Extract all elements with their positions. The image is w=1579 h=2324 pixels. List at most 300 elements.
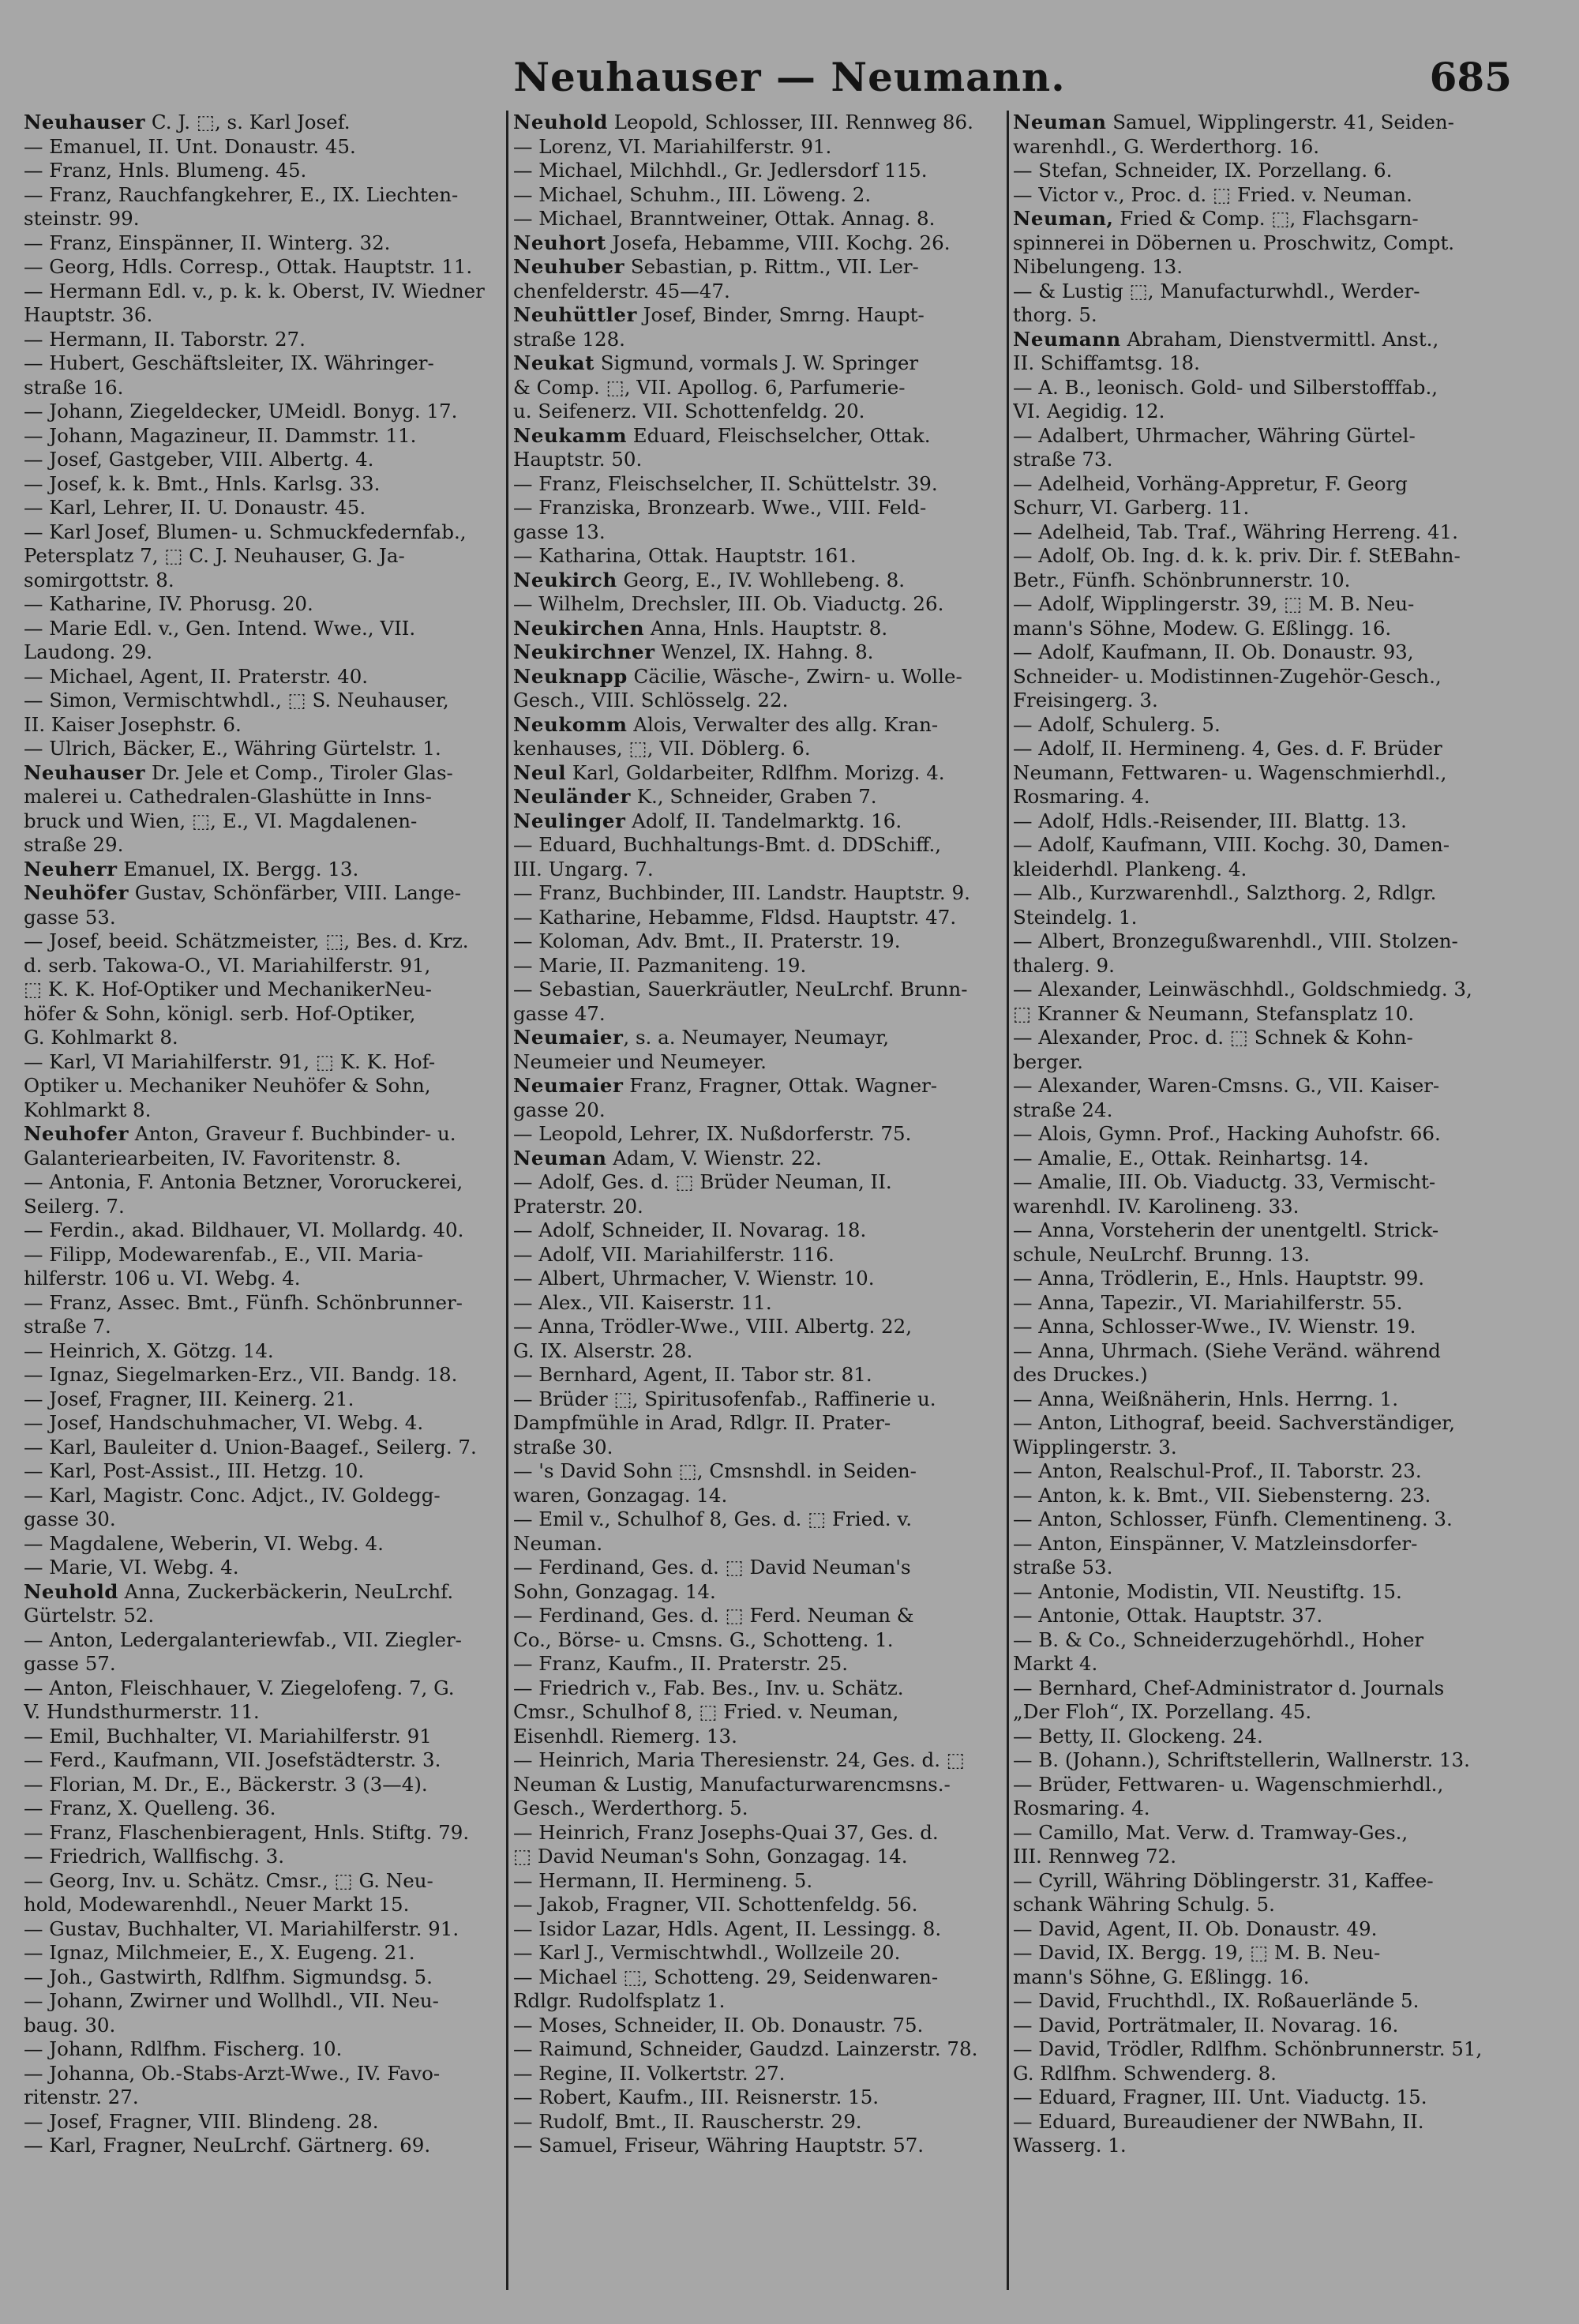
entry-text: Eduard, Fleischselcher, Ottak. — [627, 423, 931, 447]
directory-entry-line: — Bernhard, Chef-Administrator d. Journals — [1013, 1676, 1445, 1699]
directory-entry-line: Steindelg. 1. — [1013, 905, 1138, 929]
directory-entry-line: — Johann, Ziegeldecker, UMeidl. Bonyg. 17. — [24, 400, 458, 422]
directory-entry-line: — Alex., VII. Kaiserstr. 11. — [513, 1290, 772, 1314]
directory-entry-line — [513, 713, 1003, 738]
directory-entry-line: — Johann, Magazineur, II. Dammstr. 11. — [24, 423, 417, 447]
directory-entry-line: — Anna, Tapezir., VI. Mariahilferstr. 55. — [1013, 1290, 1403, 1314]
directory-entry-line: Schurr, VI. Garberg. 11. — [1013, 496, 1250, 519]
directory-entry-line: — Karl, Bauleiter d. Union-Baagef., Seilerg. 7. — [24, 1435, 477, 1459]
entry-text: , s. a. Neumayer, Neumayr, — [623, 1026, 890, 1049]
directory-entry-line — [513, 351, 1003, 376]
entry-surname: Neuknapp — [513, 664, 628, 688]
directory-entry-line — [513, 785, 1003, 809]
directory-entry-line — [24, 111, 501, 135]
directory-entry-line: — Adalbert, Uhrmacher, Währing Gürtel- — [1013, 423, 1416, 447]
directory-entry-line: — Gustav, Buchhalter, VI. Mariahilferstr. 91. — [24, 1917, 459, 1940]
directory-entry-line: — Heinrich, Maria Theresienstr. 24, Ges. d. ⬚ — [513, 1748, 965, 1771]
directory-entry-line: gasse 47. — [513, 1001, 606, 1025]
entry-surname: Neuhauser — [24, 760, 146, 784]
entry-text: Anna, Hnls. Hauptstr. 8. — [644, 616, 888, 640]
column-divider — [1007, 111, 1009, 2290]
directory-entry-line: warenhdl. IV. Karolineng. 33. — [1013, 1194, 1300, 1218]
directory-entry-line: — Ignaz, Siegelmarken-Erz., VII. Bandg. 18. — [24, 1363, 458, 1386]
entry-text: Josef, Binder, Smrng. Haupt- — [636, 303, 925, 326]
directory-entry-line: Hauptstr. 36. — [24, 303, 153, 326]
directory-entry-line: — Robert, Kaufm., III. Reisnerstr. 15. — [513, 2086, 880, 2108]
directory-entry-line: — Ferdin., akad. Bildhauer, VI. Mollardg. 40. — [24, 1218, 464, 1241]
column-1 — [24, 111, 501, 2290]
entry-text: Sigmund, vormals J. W. Springer — [594, 351, 919, 374]
directory-entry-line: — Ferd., Kaufmann, VII. Josefstädterstr. 3. — [24, 1748, 441, 1771]
directory-entry-line: — Moses, Schneider, II. Ob. Donaustr. 75. — [513, 2013, 924, 2037]
directory-entry-line: — Georg, Inv. u. Schätz. Cmsr., ⬚ G. Neu- — [24, 1868, 433, 1892]
entry-surname: Neuman — [513, 1146, 607, 1170]
directory-entry-line: u. Seifenerz. VII. Schottenfeldg. 20. — [513, 400, 865, 422]
directory-entry-line — [513, 665, 1003, 689]
directory-entry-line: straße 16. — [24, 375, 124, 399]
directory-entry-line: thorg. 5. — [1013, 303, 1097, 326]
directory-entry-line: Sohn, Gonzagag. 14. — [513, 1579, 716, 1603]
directory-entry-line: — Michael, Schuhm., III. Löweng. 2. — [513, 182, 872, 206]
directory-entry-line: Neumeier und Neumeyer. — [513, 1049, 767, 1073]
directory-entry-line: — Georg, Hdls. Corresp., Ottak. Hauptstr. 11. — [24, 255, 473, 278]
directory-entry-line: — Josef, Handschuhmacher, VI. Webg. 4. — [24, 1411, 424, 1434]
directory-entry-line: Hauptstr. 50. — [513, 448, 643, 471]
directory-entry-line: — Anna, Weißnäherin, Hnls. Herrng. 1. — [1013, 1387, 1399, 1410]
directory-entry-line: straße 30. — [513, 1435, 613, 1459]
directory-entry-line: — Franz, Buchbinder, III. Landstr. Hauptstr. 9. — [513, 881, 970, 904]
entry-text: Josefa, Hebamme, VIII. Kochg. 26. — [606, 231, 951, 254]
directory-entry-line: schule, NeuLrchf. Brunng. 13. — [1013, 1242, 1311, 1266]
directory-entry-line: — Antonie, Ottak. Hauptstr. 37. — [1013, 1604, 1323, 1627]
directory-entry-line: — Karl J., Vermischtwhdl., Wollzeile 20. — [513, 1941, 901, 1964]
directory-entry-line: — Regine, II. Volkertstr. 27. — [513, 2061, 786, 2085]
directory-entry-line: Petersplatz 7, ⬚ C. J. Neuhauser, G. Ja- — [24, 544, 405, 567]
directory-entry-line: — Ulrich, Bäcker, E., Währing Gürtelstr. 1. — [24, 737, 441, 760]
entry-text: Gustav, Schönfärber, VIII. Lange- — [128, 881, 462, 904]
directory-entry-line: hilferstr. 106 u. VI. Webg. 4. — [24, 1267, 301, 1290]
directory-entry-line: — Simon, Vermischtwhdl., ⬚ S. Neuhauser, — [24, 689, 449, 711]
entry-surname: Neumann — [1013, 327, 1121, 351]
directory-entry-line: „Der Floh“, IX. Porzellang. 45. — [1013, 1700, 1312, 1723]
entry-text: Franz, Fragner, Ottak. Wagner- — [623, 1074, 938, 1097]
directory-entry-line: — Adolf, Schneider, II. Novarag. 18. — [513, 1218, 867, 1241]
directory-entry-line: — Amalie, III. Ob. Viaductg. 33, Vermischt- — [1013, 1170, 1436, 1193]
directory-entry-line: — Josef, Fragner, III. Keinerg. 21. — [24, 1387, 354, 1410]
directory-entry-line: — Marie Edl. v., Gen. Intend. Wwe., VII. — [24, 616, 416, 640]
directory-entry-line: Freisingerg. 3. — [1013, 689, 1158, 711]
directory-entry-line: bruck und Wien, ⬚, E., VI. Magdalenen- — [24, 809, 418, 832]
directory-entry-line: — Joh., Gastwirth, Rdlfhm. Sigmundsg. 5. — [24, 1965, 433, 1988]
directory-entry-line: — Cyrill, Währing Döblingerstr. 31, Kaffee- — [1013, 1868, 1434, 1892]
directory-entry-line: ⬚ David Neuman's Sohn, Gonzagag. 14. — [513, 1845, 908, 1868]
directory-entry-line: — Adolf, Kaufmann, II. Ob. Donaustr. 93, — [1013, 640, 1414, 663]
entry-surname: Neukirch — [513, 568, 617, 591]
directory-entry-line — [513, 569, 1003, 593]
directory-entry-line: — David, Agent, II. Ob. Donaustr. 49. — [1013, 1917, 1378, 1940]
directory-entry-line: malerei u. Cathedralen-Glashütte in Inns- — [24, 785, 432, 808]
directory-entry-line: V. Hundsthurmerstr. 11. — [24, 1700, 260, 1723]
directory-entry-line: hold, Modewarenhdl., Neuer Markt 15. — [24, 1893, 410, 1916]
directory-entry-line: — Raimund, Schneider, Gaudzd. Lainzerstr. 78. — [513, 2037, 978, 2060]
directory-entry-line: — Anton, Lithograf, beeid. Sachverständiger, — [1013, 1411, 1455, 1434]
directory-entry-line: Wipplingerstr. 3. — [1013, 1435, 1177, 1459]
directory-entry-line: — Koloman, Adv. Bmt., II. Praterstr. 19. — [513, 929, 901, 952]
directory-entry-line — [513, 617, 1003, 641]
directory-entry-line: steinstr. 99. — [24, 207, 140, 230]
directory-entry-line: G. IX. Alserstr. 28. — [513, 1338, 693, 1362]
entry-text: Samuel, Wipplingerstr. 41, Seiden- — [1106, 111, 1454, 133]
directory-entry-line — [24, 1122, 501, 1147]
directory-entry-line: Seilerg. 7. — [24, 1194, 125, 1218]
directory-entry-line: Dampfmühle in Arad, Rdlgr. II. Prater- — [513, 1411, 891, 1434]
directory-entry-line: — Karl, Magistr. Conc. Adjct., IV. Goldegg- — [24, 1483, 441, 1507]
directory-entry-line: — Karl, Lehrer, II. U. Donaustr. 45. — [24, 496, 366, 519]
directory-entry-line: — Franz, Kaufm., II. Praterstr. 25. — [513, 1652, 848, 1675]
directory-entry-line: Rosmaring. 4. — [1013, 785, 1150, 808]
entry-text: K., Schneider, Graben 7. — [630, 785, 877, 808]
directory-entry-line: Co., Börse- u. Cmsns. G., Schotteng. 1. — [513, 1628, 894, 1651]
directory-entry-line: gasse 57. — [24, 1652, 116, 1675]
directory-entry-line: G. Kohlmarkt 8. — [24, 1026, 178, 1049]
directory-entry-line: ⬚ K. K. Hof-Optiker und MechanikerNeu- — [24, 978, 432, 1001]
directory-entry-line: — Anton, Ledergalanteriewfab., VII. Ziegler- — [24, 1628, 462, 1651]
directory-entry-line: III. Rennweg 72. — [1013, 1845, 1177, 1868]
directory-entry-line: — Johann, Zwirner und Wollhdl., VII. Neu- — [24, 1989, 439, 2012]
directory-entry-line: — Josef, k. k. Bmt., Hnls. Karlsg. 33. — [24, 471, 381, 495]
directory-entry-line: — Hermann, II. Taborstr. 27. — [24, 327, 306, 351]
directory-entry-line: — A. B., leonisch. Gold- und Silberstofffab., — [1013, 375, 1438, 399]
directory-entry-line: berger. — [1013, 1049, 1083, 1073]
entry-surname: Neuhold — [24, 1579, 118, 1603]
entry-surname: Neukirchen — [513, 616, 645, 640]
directory-entry-line: — Josef, beeid. Schätzmeister, ⬚, Bes. d. Krz. — [24, 929, 469, 952]
directory-entry-line: — Marie, II. Pazmaniteng. 19. — [513, 953, 807, 977]
directory-entry-line — [513, 231, 1003, 256]
directory-entry-line: mann's Söhne, G. Eßlingg. 16. — [1013, 1965, 1310, 1988]
directory-entry-line: gasse 20. — [513, 1098, 606, 1121]
directory-entry-line: — Emanuel, II. Unt. Donaustr. 45. — [24, 134, 356, 158]
entry-surname: Neul — [513, 760, 567, 784]
directory-entry-line: — Anna, Schlosser-Wwe., IV. Wienstr. 19. — [1013, 1315, 1416, 1338]
directory-entry-line: — Alexander, Leinwäschhdl., Goldschmiedg. 3, — [1013, 978, 1472, 1001]
directory-entry-line — [513, 761, 1003, 786]
directory-entry-line — [513, 111, 1003, 135]
directory-entry-line: — Magdalene, Weberin, VI. Webg. 4. — [24, 1531, 384, 1555]
directory-entry-line: — David, IX. Bergg. 19, ⬚ M. B. Neu- — [1013, 1941, 1381, 1964]
directory-entry-line: Eisenhdl. Riemerg. 13. — [513, 1724, 737, 1748]
entry-text: Anna, Zuckerbäckerin, NeuLrchf. — [118, 1579, 454, 1603]
directory-entry-line: — Anton, k. k. Bmt., VII. Siebensterng. 23. — [1013, 1483, 1431, 1507]
directory-entry-line: — Adelheid, Vorhäng-Appretur, F. Georg — [1013, 471, 1408, 495]
directory-entry-line: — Anna, Trödlerin, E., Hnls. Hauptstr. 99. — [1013, 1267, 1425, 1290]
directory-entry-line: — Michael, Milchhdl., Gr. Jedlersdorf 115. — [513, 159, 928, 182]
directory-entry-line: Galanteriearbeiten, IV. Favoritenstr. 8. — [24, 1146, 402, 1170]
directory-entry-line: — Friedrich v., Fab. Bes., Inv. u. Schätz. — [513, 1676, 904, 1699]
directory-entry-line: ⬚ Kranner & Neumann, Stefansplatz 10. — [1013, 1001, 1415, 1025]
directory-entry-line: chenfelderstr. 45—47. — [513, 279, 730, 302]
directory-entry-line: — Leopold, Lehrer, IX. Nußdorferstr. 75. — [513, 1122, 912, 1145]
directory-entry-line: — Hubert, Geschäftsleiter, IX. Währinger- — [24, 351, 434, 374]
entry-text: Leopold, Schlosser, III. Rennweg 86. — [607, 111, 973, 133]
directory-entry-line: waren, Gonzagag. 14. — [513, 1483, 728, 1507]
entry-surname: Neuhüttler — [513, 303, 637, 326]
directory-entry-line: — Eduard, Bureaudiener der NWBahn, II. — [1013, 2109, 1424, 2133]
directory-entry-line: d. serb. Takowa-O., VI. Mariahilferstr. 91, — [24, 953, 431, 977]
directory-entry-line: straße 53. — [1013, 1556, 1113, 1579]
directory-entry-line: Cmsr., Schulhof 8, ⬚ Fried. v. Neuman, — [513, 1700, 899, 1723]
directory-entry-line: des Druckes.) — [1013, 1363, 1148, 1386]
entry-surname: Neumaier — [513, 1074, 624, 1097]
directory-entry-line: — Albert, Bronzegußwarenhdl., VIII. Stolzen- — [1013, 929, 1458, 952]
directory-entry-line: — Michael ⬚, Schotteng. 29, Seidenwaren- — [513, 1965, 939, 1988]
directory-entry-line: schank Währing Schulg. 5. — [1013, 1893, 1275, 1916]
directory-entry-line: — Adolf, Kaufmann, VIII. Kochg. 30, Damen- — [1013, 833, 1450, 856]
directory-entry-line: Kohlmarkt 8. — [24, 1098, 152, 1121]
directory-entry-line: — Adolf, Schulerg. 5. — [1013, 712, 1221, 736]
entry-surname: Neuhuber — [513, 255, 625, 278]
directory-entry-line: — Alois, Gymn. Prof., Hacking Auhofstr. 66. — [1013, 1122, 1441, 1145]
directory-entry-line: — Josef, Fragner, VIII. Blindeng. 28. — [24, 2109, 379, 2133]
directory-entry-line — [513, 1147, 1003, 1171]
directory-entry-line: — Adolf, Ges. d. ⬚ Brüder Neuman, II. — [513, 1170, 892, 1193]
directory-entry-line — [513, 424, 1003, 449]
directory-entry-line: — Franz, Flaschenbieragent, Hnls. Stiftg. 79. — [24, 1820, 470, 1844]
directory-entry-line: somirgottstr. 8. — [24, 568, 174, 591]
directory-entry-line: — Brüder, Fettwaren- u. Wagenschmierhdl., — [1013, 1772, 1444, 1796]
directory-entry-line: — B. (Johann.), Schriftstellerin, Wallnerstr. 13. — [1013, 1748, 1470, 1771]
entry-surname: Neukat — [513, 351, 594, 374]
directory-entry-line: III. Ungarg. 7. — [513, 857, 654, 880]
directory-entry-line: — David, Fruchthdl., IX. Roßauerlände 5. — [1013, 1989, 1420, 2012]
directory-entry-line: — Johanna, Ob.-Stabs-Arzt-Wwe., IV. Favo- — [24, 2061, 441, 2085]
entry-surname: Neumaier — [513, 1026, 624, 1049]
entry-text: Emanuel, IX. Bergg. 13. — [117, 857, 359, 880]
directory-entry-line: — Michael, Branntweiner, Ottak. Annag. 8. — [513, 207, 936, 230]
directory-entry-line: — David, Porträtmaler, II. Novarag. 16. — [1013, 2013, 1399, 2037]
directory-entry-line: Nibelungeng. 13. — [1013, 255, 1183, 278]
entry-surname: Neuländer — [513, 785, 631, 808]
directory-entry-line: — Alb., Kurzwarenhdl., Salzthorg. 2, Rdlgr. — [1013, 881, 1437, 904]
directory-entry-line: — Franziska, Bronzearb. Wwe., VIII. Feld- — [513, 496, 927, 519]
entry-text: Karl, Goldarbeiter, Rdlfhm. Morizg. 4. — [566, 760, 945, 784]
column-3 — [1013, 111, 1538, 2290]
directory-entry-line: — Ferdinand, Ges. d. ⬚ Ferd. Neuman & — [513, 1604, 914, 1627]
directory-entry-line: — Hermann, II. Hermineng. 5. — [513, 1868, 813, 1892]
entry-surname: Neuhold — [513, 111, 608, 133]
directory-entry-line: thalerg. 9. — [1013, 953, 1115, 977]
entry-surname: Neukomm — [513, 712, 628, 736]
directory-entry-line — [513, 640, 1003, 665]
directory-entry-line — [1013, 207, 1538, 231]
directory-entry-line: — Anton, Schlosser, Fünfh. Clementineng. 3. — [1013, 1507, 1453, 1530]
directory-entry-line: II. Kaiser Josephstr. 6. — [24, 712, 242, 736]
directory-entry-line: straße 128. — [513, 327, 625, 351]
directory-entry-line: kleiderhdl. Plankeng. 4. — [1013, 857, 1247, 880]
directory-entry-line — [513, 1074, 1003, 1098]
directory-entry-line: Praterstr. 20. — [513, 1194, 643, 1218]
directory-entry-line: — Stefan, Schneider, IX. Porzellang. 6. — [1013, 159, 1393, 182]
directory-entry-line: — Florian, M. Dr., E., Bäckerstr. 3 (3—4). — [24, 1772, 428, 1796]
directory-entry-line: II. Schiffamtsg. 18. — [1013, 351, 1200, 374]
entry-text: Sebastian, p. Rittm., VII. Ler- — [624, 255, 919, 278]
directory-entry-line: Laudong. 29. — [24, 640, 153, 663]
entry-text: Fried & Comp. ⬚, Flachsgarn- — [1113, 207, 1419, 230]
column-divider — [506, 111, 508, 2290]
directory-entry-line — [24, 761, 501, 786]
entry-surname: Neuman — [1013, 111, 1107, 133]
directory-entry-line: — Anton, Fleischhauer, V. Ziegelofeng. 7, G. — [24, 1676, 455, 1699]
directory-entry-line: — Eduard, Buchhaltungs-Bmt. d. DDSchiff., — [513, 833, 942, 856]
entry-text: Cäcilie, Wäsche-, Zwirn- u. Wolle- — [627, 664, 962, 688]
entry-surname: Neuhofer — [24, 1122, 129, 1145]
column-2 — [513, 111, 1003, 2290]
directory-entry-line: Neuman & Lustig, Manufacturwarencmsns.- — [513, 1772, 951, 1796]
page-header — [0, 47, 1579, 111]
directory-entry-line: — Adelheid, Tab. Traf., Währing Herreng. 41. — [1013, 520, 1458, 543]
directory-entry-line: — Wilhelm, Drechsler, III. Ob. Viaductg. 26. — [513, 592, 944, 615]
directory-entry-line: — Adolf, VII. Mariahilferstr. 116. — [513, 1242, 835, 1266]
entry-surname: Neukamm — [513, 423, 627, 447]
directory-entry-line — [1013, 111, 1538, 135]
directory-entry-line: — Jakob, Fragner, VII. Schottenfeldg. 56. — [513, 1893, 918, 1916]
directory-entry-line: — Ignaz, Milchmeier, E., X. Eugeng. 21. — [24, 1941, 415, 1964]
directory-entry-line: — Michael, Agent, II. Praterstr. 40. — [24, 664, 369, 688]
directory-entry-line: ritenstr. 27. — [24, 2086, 139, 2108]
directory-entry-line: spinnerei in Döbernen u. Proschwitz, Compt. — [1013, 231, 1455, 254]
directory-entry-line: — Anton, Realschul-Prof., II. Taborstr. 23. — [1013, 1459, 1422, 1482]
directory-entry-line: — Samuel, Friseur, Währing Hauptstr. 57. — [513, 2134, 925, 2157]
directory-entry-line: — & Lustig ⬚, Manufacturwhdl., Werder- — [1013, 279, 1420, 302]
directory-entry-line: — Rudolf, Bmt., II. Rauscherstr. 29. — [513, 2109, 862, 2133]
directory-entry-line: gasse 13. — [513, 520, 606, 543]
directory-entry-line: Rosmaring. 4. — [1013, 1797, 1150, 1819]
directory-entry-line: — Franz, Fleischselcher, II. Schüttelstr. 39. — [513, 471, 938, 495]
directory-entry-line: gasse 53. — [24, 905, 116, 929]
entry-surname: Neukirchner — [513, 640, 655, 663]
directory-entry-line: & Comp. ⬚, VII. Apollog. 6, Parfumerie- — [513, 375, 906, 399]
directory-entry-line: — Katharine, IV. Phorusg. 20. — [24, 592, 313, 615]
directory-entry-line: — Antonie, Modistin, VII. Neustiftg. 15. — [1013, 1579, 1402, 1603]
directory-entry-line: warenhdl., G. Werderthorg. 16. — [1013, 134, 1320, 158]
directory-entry-line: — Adolf, Wipplingerstr. 39, ⬚ M. B. Neu- — [1013, 592, 1415, 615]
directory-entry-line — [513, 303, 1003, 328]
directory-entry-line: Wasserg. 1. — [1013, 2134, 1127, 2157]
directory-entry-line: — Brüder ⬚, Spiritusofenfab., Raffinerie u. — [513, 1387, 936, 1410]
directory-entry-line: Gesch., VIII. Schlösselg. 22. — [513, 689, 789, 711]
entry-text: C. J. ⬚, s. Karl Josef. — [145, 111, 351, 133]
entry-text: Anton, Graveur f. Buchbinder- u. — [128, 1122, 456, 1145]
directory-entry-line: — Lorenz, VI. Mariahilferstr. 91. — [513, 134, 832, 158]
entry-text: Adolf, II. Tandelmarktg. 16. — [625, 809, 902, 832]
directory-entry-line: — Isidor Lazar, Hdls. Agent, II. Lessingg. 8. — [513, 1917, 942, 1940]
directory-entry-line: — Emil, Buchhalter, VI. Mariahilferstr. 91 — [24, 1724, 432, 1748]
directory-entry-line: Markt 4. — [1013, 1652, 1098, 1675]
directory-entry-line: — Hermann Edl. v., p. k. k. Oberst, IV. Wiedner — [24, 279, 485, 302]
directory-entry-line: — Albert, Uhrmacher, V. Wienstr. 10. — [513, 1267, 875, 1290]
directory-entry-line: mann's Söhne, Modew. G. Eßlingg. 16. — [1013, 616, 1392, 640]
directory-entry-line: Gürtelstr. 52. — [24, 1604, 155, 1627]
directory-entry-line: Schneider- u. Modistinnen-Zugehör-Gesch., — [1013, 664, 1442, 688]
directory-entry-line: G. Rdlfhm. Schwenderg. 8. — [1013, 2061, 1277, 2085]
page-number: 685 — [1429, 54, 1512, 100]
directory-entry-line: — Friedrich, Wallfischg. 3. — [24, 1845, 285, 1868]
entry-text: Adam, V. Wienstr. 22. — [606, 1146, 822, 1170]
entry-surname: Neuman, — [1013, 207, 1114, 230]
directory-entry-line: Betr., Fünfh. Schönbrunnerstr. 10. — [1013, 568, 1351, 591]
directory-entry-line: VI. Aegidig. 12. — [1013, 400, 1165, 422]
directory-entry-line: gasse 30. — [24, 1507, 116, 1530]
directory-entry-line — [513, 809, 1003, 834]
directory-entry-line: — Anna, Trödler-Wwe., VIII. Albertg. 22, — [513, 1315, 913, 1338]
entry-text: Dr. Jele et Comp., Tiroler Glas- — [145, 760, 453, 784]
directory-entry-line: — Heinrich, Franz Josephs-Quai 37, Ges. d. — [513, 1820, 939, 1844]
directory-entry-line — [24, 1580, 501, 1605]
entry-surname: Neuhort — [513, 231, 606, 254]
entry-text: Alois, Verwalter des allg. Kran- — [627, 712, 939, 736]
directory-entry-line — [513, 255, 1003, 280]
directory-entry-line: — David, Trödler, Rdlfhm. Schönbrunnerstr. 51, — [1013, 2037, 1483, 2060]
entry-surname: Neuhöfer — [24, 881, 129, 904]
directory-entry-line: kenhauses, ⬚, VII. Döblerg. 6. — [513, 737, 811, 760]
directory-entry-line: baug. 30. — [24, 2013, 116, 2037]
directory-entry-line: — Anna, Uhrmach. (Siehe Veränd. während — [1013, 1338, 1441, 1362]
directory-entry-line: Rdlgr. Rudolfsplatz 1. — [513, 1989, 726, 2012]
directory-entry-line: — Amalie, E., Ottak. Reinhartsg. 14. — [1013, 1146, 1369, 1170]
directory-entry-line: — Ferdinand, Ges. d. ⬚ David Neuman's — [513, 1556, 911, 1579]
directory-entry-line: Gesch., Werderthorg. 5. — [513, 1797, 748, 1819]
directory-entry-line: — Emil v., Schulhof 8, Ges. d. ⬚ Fried. v. — [513, 1507, 913, 1530]
directory-entry-line — [513, 1026, 1003, 1050]
directory-entry-line: — Anton, Einspänner, V. Matzleinsdorfer- — [1013, 1531, 1418, 1555]
directory-entry-line: — Eduard, Fragner, III. Unt. Viaductg. 15. — [1013, 2086, 1427, 2108]
directory-entry-line: — Adolf, II. Hermineng. 4, Ges. d. F. Brüder — [1013, 737, 1442, 760]
running-head: Neuhauser — Neumann. — [513, 54, 1066, 100]
directory-entry-line: — Betty, II. Glockeng. 24. — [1013, 1724, 1263, 1748]
directory-entry-line: Optiker u. Mechaniker Neuhöfer & Sohn, — [24, 1074, 431, 1097]
directory-entry-line: — Josef, Gastgeber, VIII. Albertg. 4. — [24, 448, 374, 471]
directory-entry-line: — 's David Sohn ⬚, Cmsnshdl. in Seiden- — [513, 1459, 917, 1482]
directory-entry-line: Neuman. — [513, 1531, 603, 1555]
entry-text: Georg, E., IV. Wohllebeng. 8. — [617, 568, 906, 591]
directory-entry-line: — Alexander, Waren-Cmsns. G., VII. Kaiser- — [1013, 1074, 1440, 1097]
directory-entry-line: — Bernhard, Agent, II. Tabor str. 81. — [513, 1363, 872, 1386]
directory-entry-line — [1013, 328, 1538, 352]
directory-entry-line: — Franz, Assec. Bmt., Fünfh. Schönbrunner- — [24, 1290, 463, 1314]
directory-entry-line: — Adolf, Hdls.-Reisender, III. Blattg. 13. — [1013, 809, 1407, 832]
directory-entry-line: — Karl, VI Mariahilferstr. 91, ⬚ K. K. Hof- — [24, 1049, 436, 1073]
directory-entry-line: — Karl Josef, Blumen- u. Schmuckfedernfab., — [24, 520, 467, 543]
directory-entry-line: — Victor v., Proc. d. ⬚ Fried. v. Neuman. — [1013, 182, 1412, 206]
directory-entry-line: straße 7. — [24, 1315, 111, 1338]
directory-entry-line: höfer & Sohn, königl. serb. Hof-Optiker, — [24, 1001, 416, 1025]
directory-entry-line: Neumann, Fettwaren- u. Wagenschmierhdl., — [1013, 760, 1447, 784]
directory-entry-line: — Camillo, Mat. Verw. d. Tramway-Ges., — [1013, 1820, 1408, 1844]
directory-entry-line: — Heinrich, X. Götzg. 14. — [24, 1338, 274, 1362]
directory-entry-line: — Franz, Einspänner, II. Winterg. 32. — [24, 231, 391, 254]
directory-entry-line: — Franz, X. Quelleng. 36. — [24, 1797, 276, 1819]
directory-entry-line: straße 73. — [1013, 448, 1113, 471]
directory-entry-line — [24, 858, 501, 882]
directory-entry-line: — Adolf, Ob. Ing. d. k. k. priv. Dir. f. StEBahn- — [1013, 544, 1461, 567]
directory-entry-line: — Anna, Vorsteherin der unentgeltl. Strick- — [1013, 1218, 1439, 1241]
directory-entry-line: straße 29. — [24, 833, 124, 856]
directory-entry-line: straße 24. — [1013, 1098, 1113, 1121]
entry-surname: Neulinger — [513, 809, 626, 832]
directory-entry-line: — Filipp, Modewarenfab., E., VII. Maria- — [24, 1242, 424, 1266]
directory-entry-line: — Johann, Rdlfhm. Fischerg. 10. — [24, 2037, 343, 2060]
directory-entry-line: — Katharine, Hebamme, Fldsd. Hauptstr. 47. — [513, 905, 957, 929]
